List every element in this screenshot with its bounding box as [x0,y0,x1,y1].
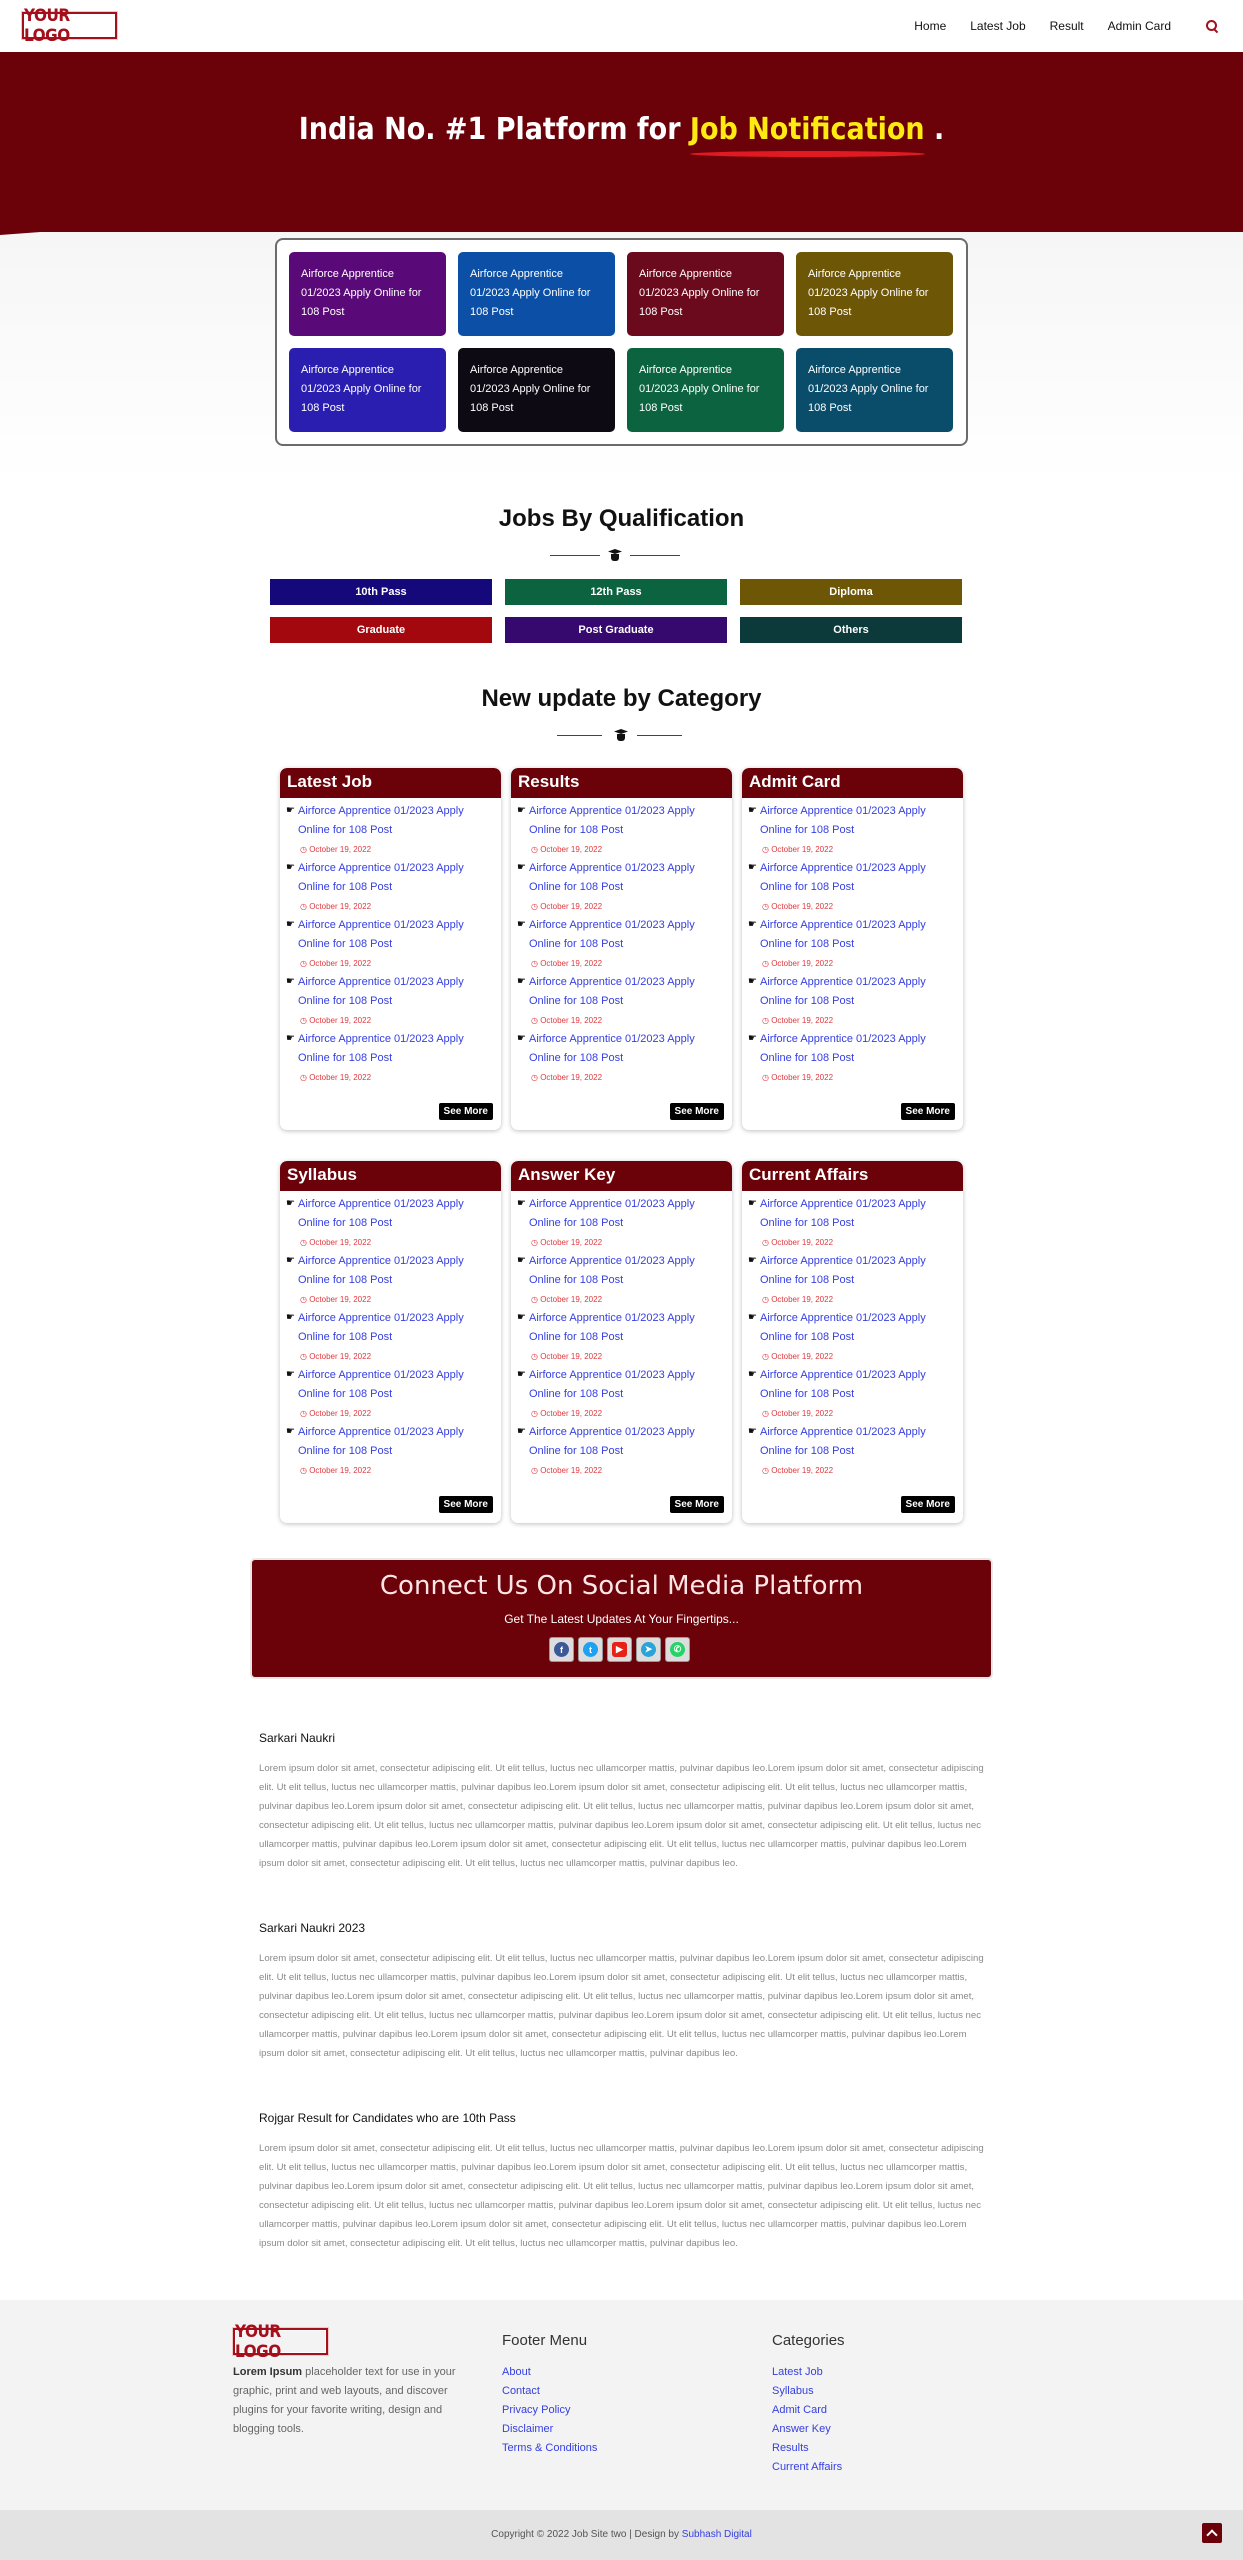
list-item [286,916,495,971]
post-date-text: October 19, 2022 [309,1409,372,1418]
featured-job-text: Airforce Apprentice 01/2023 Apply Online for 108 Post [301,268,422,318]
list-item [748,1030,957,1085]
footer-categories [772,2332,845,2477]
list-item [517,916,726,971]
post-date [760,1464,957,1478]
job-link[interactable]: Airforce Apprentice 01/2023 Apply Online for 108 Post [298,1255,464,1286]
scroll-to-top-button[interactable] [1202,2523,1222,2543]
job-link[interactable]: Airforce Apprentice 01/2023 Apply Online for 108 Post [760,976,926,1007]
hero-title-highlight: Job Notification [689,112,925,147]
nav-latest-job[interactable]: Latest Job [970,19,1026,33]
list-item [748,916,957,971]
job-link[interactable]: Airforce Apprentice 01/2023 Apply Online for 108 Post [760,805,926,836]
post-date [760,900,957,914]
pointing-hand-icon: ☛ [748,919,757,930]
qual-button-10th-pass[interactable]: 10th Pass [270,579,492,605]
graduation-cap-icon [608,549,622,561]
telegram-button[interactable] [636,1637,661,1662]
footer-desc-text: placeholder text for use in your graphic, print and web layouts, and discover plugins for your favorite writing, design and blogging tools. [233,2366,456,2435]
clock-icon: ◷ [300,1466,310,1475]
pointing-hand-icon: ☛ [286,919,295,930]
post-date [298,1350,495,1364]
category-card-title: Latest Job [280,768,501,798]
twitter-icon: t [583,1642,598,1657]
pointing-hand-icon: ☛ [748,1255,757,1266]
list-item [748,802,957,857]
clock-icon: ◷ [531,1016,541,1025]
footer-desc-bold: Lorem Ipsum [233,2366,303,2378]
featured-job-text: Airforce Apprentice 01/2023 Apply Online for 108 Post [301,364,422,414]
clock-icon: ◷ [762,902,772,911]
clock-icon: ◷ [762,1073,772,1082]
clock-icon: ◷ [531,1409,541,1418]
pointing-hand-icon: ☛ [286,1033,295,1044]
clock-icon: ◷ [762,959,772,968]
post-date-text: October 19, 2022 [309,1073,372,1082]
pointing-hand-icon: ☛ [286,1426,295,1437]
post-date [760,1407,957,1421]
footer-menu [502,2332,597,2458]
job-link[interactable]: Airforce Apprentice 01/2023 Apply Online for 108 Post [298,1033,464,1064]
post-date [529,1293,726,1307]
divider-line [630,555,680,556]
facebook-icon: f [554,1642,569,1657]
post-date [298,1464,495,1478]
job-link[interactable]: Airforce Apprentice 01/2023 Apply Online for 108 Post [298,862,464,893]
clock-icon: ◷ [300,1238,310,1247]
clock-icon: ◷ [531,1466,541,1475]
social-media-panel [252,1560,991,1677]
pointing-hand-icon: ☛ [286,1255,295,1266]
divider-line [550,555,600,556]
featured-job-text: Airforce Apprentice 01/2023 Apply Online for 108 Post [470,268,591,318]
list-item [286,1423,495,1478]
footer-categories-title: Categories [772,2332,845,2349]
post-date [529,1236,726,1250]
post-date-text: October 19, 2022 [771,1238,834,1247]
category-list [511,1191,732,1478]
clock-icon: ◷ [762,845,772,854]
qualification-title: Jobs By Qualification [498,505,745,532]
footer-link-contact[interactable]: Contact [502,2385,540,2397]
main-nav [914,0,1219,52]
list-item [517,802,726,857]
twitter-button[interactable] [578,1637,603,1662]
list-item [517,973,726,1028]
list-item [286,1252,495,1307]
featured-job-card[interactable] [627,348,784,432]
divider-line [557,735,602,736]
post-date-text: October 19, 2022 [771,845,834,854]
designer-link[interactable]: Subhash Digital [681,2529,752,2540]
category-list [280,1191,501,1478]
site-header [0,0,1243,52]
job-link[interactable]: Airforce Apprentice 01/2023 Apply Online for 108 Post [760,919,926,950]
see-more-button[interactable]: See More [439,1103,493,1120]
featured-job-text: Airforce Apprentice 01/2023 Apply Online for 108 Post [808,268,929,318]
post-date [298,1071,495,1085]
featured-job-card[interactable] [289,252,446,336]
list-item [517,1423,726,1478]
clock-icon: ◷ [762,1295,772,1304]
article-body: Lorem ipsum dolor sit amet, consectetur adipiscing elit. Ut elit tellus, luctus nec ullamcorper mattis, pulvinar dapibus leo.Lorem ipsum dolor sit amet, consectetur adipiscing elit. Ut elit tellus, luctus nec ullamcorper mattis, pulvinar dapibus leo.Lorem ipsum dolor sit amet, consectetur adipiscing elit. Ut elit tellus, luctus nec ullamcorper mattis, pulvinar dapibus leo.Lorem ipsum dolor sit amet, consectetur adipiscing elit. Ut elit tellus, luctus nec ullamcorper mattis, pulvinar dapibus leo.Lorem ipsum dolor sit amet, consectetur adipiscing elit. Ut elit tellus, luctus nec ullamcorper mattis, pulvinar dapibus leo.Lorem ipsum dolor sit amet, consectetur adipiscing elit. Ut elit tellus, luctus nec ullamcorper mattis, pulvinar dapibus leo.Lorem ipsum dolor sit amet, consectetur adipiscing elit. Ut elit tellus, luctus nec ullamcorper mattis, pulvinar dapibus leo.Lorem ipsum dolor sit amet, consectetur adipiscing elit. Ut elit tellus, luctus nec ullamcorper mattis, pulvinar dapibus leo. [259,1763,984,1869]
clock-icon: ◷ [531,1295,541,1304]
category-list [742,798,963,1085]
post-date [529,900,726,914]
category-card [280,768,501,1130]
clock-icon: ◷ [300,1073,310,1082]
job-link[interactable]: Airforce Apprentice 01/2023 Apply Online for 108 Post [529,1312,695,1343]
telegram-icon: ➤ [641,1642,656,1657]
category-card-title: Answer Key [511,1161,732,1191]
footer-menu-title: Footer Menu [502,2332,588,2349]
post-date [298,900,495,914]
post-date-text: October 19, 2022 [540,1295,603,1304]
job-link[interactable]: Airforce Apprentice 01/2023 Apply Online for 108 Post [529,805,695,836]
post-date-text: October 19, 2022 [540,845,603,854]
clock-icon: ◷ [531,1073,541,1082]
post-date [529,1464,726,1478]
clock-icon: ◷ [762,1352,772,1361]
see-more-button[interactable]: See More [670,1496,724,1513]
whatsapp-icon: ✆ [670,1642,685,1657]
pointing-hand-icon: ☛ [517,862,526,873]
pointing-hand-icon: ☛ [517,1198,526,1209]
article-section [259,1731,989,1873]
post-date-text: October 19, 2022 [540,1016,603,1025]
post-date [760,1350,957,1364]
post-date-text: October 19, 2022 [771,1073,834,1082]
featured-job-card[interactable] [289,348,446,432]
job-link[interactable]: Airforce Apprentice 01/2023 Apply Online for 108 Post [529,1255,695,1286]
category-card [742,768,963,1130]
footer-link-disclaimer[interactable]: Disclaimer [502,2423,554,2435]
list-item [748,1195,957,1250]
list-item [748,1252,957,1307]
pointing-hand-icon: ☛ [748,976,757,987]
see-more-button[interactable]: See More [901,1496,955,1513]
post-date [760,1014,957,1028]
post-date-text: October 19, 2022 [771,1409,834,1418]
post-date [760,957,957,971]
category-card [511,768,732,1130]
social-title: Connect Us On Social Media Platform [379,1571,864,1601]
youtube-button[interactable] [607,1637,632,1662]
job-link[interactable]: Airforce Apprentice 01/2023 Apply Online for 108 Post [760,862,926,893]
list-item [748,1366,957,1421]
footer-description [233,2363,473,2439]
job-link[interactable]: Airforce Apprentice 01/2023 Apply Online for 108 Post [760,1198,926,1229]
post-date-text: October 19, 2022 [771,1016,834,1025]
clock-icon: ◷ [300,1016,310,1025]
article-body: Lorem ipsum dolor sit amet, consectetur adipiscing elit. Ut elit tellus, luctus nec ullamcorper mattis, pulvinar dapibus leo.Lorem ipsum dolor sit amet, consectetur adipiscing elit. Ut elit tellus, luctus nec ullamcorper mattis, pulvinar dapibus leo.Lorem ipsum dolor sit amet, consectetur adipiscing elit. Ut elit tellus, luctus nec ullamcorper mattis, pulvinar dapibus leo.Lorem ipsum dolor sit amet, consectetur adipiscing elit. Ut elit tellus, luctus nec ullamcorper mattis, pulvinar dapibus leo.Lorem ipsum dolor sit amet, consectetur adipiscing elit. Ut elit tellus, luctus nec ullamcorper mattis, pulvinar dapibus leo.Lorem ipsum dolor sit amet, consectetur adipiscing elit. Ut elit tellus, luctus nec ullamcorper mattis, pulvinar dapibus leo.Lorem ipsum dolor sit amet, consectetur adipiscing elit. Ut elit tellus, luctus nec ullamcorper mattis, pulvinar dapibus leo.Lorem ipsum dolor sit amet, consectetur adipiscing elit. Ut elit tellus, luctus nec ullamcorper mattis, pulvinar dapibus leo. [259,2143,984,2249]
pointing-hand-icon: ☛ [748,1369,757,1380]
category-card-title: Admit Card [742,768,963,798]
list-item [517,1030,726,1085]
post-date [298,1014,495,1028]
category-card-title: Syllabus [280,1161,501,1191]
clock-icon: ◷ [300,1352,310,1361]
job-link[interactable]: Airforce Apprentice 01/2023 Apply Online for 108 Post [298,1426,464,1457]
site-logo[interactable]: YOUR LOGO [22,12,117,39]
featured-jobs-box [275,238,968,446]
footer-logo[interactable]: YOUR LOGO [233,2328,328,2355]
job-link[interactable]: Airforce Apprentice 01/2023 Apply Online for 108 Post [760,1426,926,1457]
pointing-hand-icon: ☛ [517,1255,526,1266]
qual-button-diploma[interactable]: Diploma [740,579,962,605]
post-date-text: October 19, 2022 [309,1238,372,1247]
pointing-hand-icon: ☛ [748,862,757,873]
qual-button-graduate[interactable]: Graduate [270,617,492,643]
post-date-text: October 19, 2022 [309,902,372,911]
list-item [286,859,495,914]
post-date [298,1293,495,1307]
search-icon[interactable] [1205,19,1219,33]
category-list [511,798,732,1085]
featured-job-text: Airforce Apprentice 01/2023 Apply Online for 108 Post [470,364,591,414]
footer-link-terms[interactable]: Terms & Conditions [502,2442,598,2454]
post-date-text: October 19, 2022 [309,1466,372,1475]
job-link[interactable]: Airforce Apprentice 01/2023 Apply Online for 108 Post [529,919,695,950]
job-link[interactable]: Airforce Apprentice 01/2023 Apply Online for 108 Post [760,1312,926,1343]
job-link[interactable]: Airforce Apprentice 01/2023 Apply Online for 108 Post [298,1312,464,1343]
post-date [760,843,957,857]
nav-home[interactable]: Home [914,19,947,33]
facebook-button[interactable] [549,1637,574,1662]
nav-admin-card[interactable]: Admin Card [1107,19,1171,33]
hero-title [0,112,1243,147]
article-section [259,1921,989,2063]
youtube-icon: ▶ [612,1642,627,1657]
list-item [748,1309,957,1364]
featured-job-card[interactable] [627,252,784,336]
qual-button-others[interactable]: Others [740,617,962,643]
pointing-hand-icon: ☛ [517,1033,526,1044]
list-item [517,1366,726,1421]
clock-icon: ◷ [300,959,310,968]
featured-job-text: Airforce Apprentice 01/2023 Apply Online for 108 Post [808,364,929,414]
category-card-title: Current Affairs [742,1161,963,1191]
footer-cat-current-affairs[interactable]: Current Affairs [772,2461,843,2473]
post-date [760,1293,957,1307]
list-item [517,1309,726,1364]
footer-about [233,2321,473,2439]
category-title: New update by Category [481,685,762,712]
article-section [259,2111,989,2253]
list-item [517,859,726,914]
list-item [286,1030,495,1085]
footer-cat-results[interactable]: Results [772,2442,809,2454]
clock-icon: ◷ [762,1016,772,1025]
job-link[interactable]: Airforce Apprentice 01/2023 Apply Online for 108 Post [529,1426,695,1457]
featured-job-card[interactable] [458,252,615,336]
post-date-text: October 19, 2022 [771,1466,834,1475]
footer-link-about[interactable]: About [502,2366,531,2378]
clock-icon: ◷ [762,1238,772,1247]
post-date-text: October 19, 2022 [309,1295,372,1304]
footer-cat-admit-card[interactable]: Admit Card [772,2404,828,2416]
site-footer [0,2300,1243,2510]
list-item [286,1309,495,1364]
pointing-hand-icon: ☛ [517,805,526,816]
pointing-hand-icon: ☛ [286,1369,295,1380]
post-date [760,1071,957,1085]
list-item [748,1423,957,1478]
article-body: Lorem ipsum dolor sit amet, consectetur adipiscing elit. Ut elit tellus, luctus nec ullamcorper mattis, pulvinar dapibus leo.Lorem ipsum dolor sit amet, consectetur adipiscing elit. Ut elit tellus, luctus nec ullamcorper mattis, pulvinar dapibus leo.Lorem ipsum dolor sit amet, consectetur adipiscing elit. Ut elit tellus, luctus nec ullamcorper mattis, pulvinar dapibus leo.Lorem ipsum dolor sit amet, consectetur adipiscing elit. Ut elit tellus, luctus nec ullamcorper mattis, pulvinar dapibus leo.Lorem ipsum dolor sit amet, consectetur adipiscing elit. Ut elit tellus, luctus nec ullamcorper mattis, pulvinar dapibus leo.Lorem ipsum dolor sit amet, consectetur adipiscing elit. Ut elit tellus, luctus nec ullamcorper mattis, pulvinar dapibus leo.Lorem ipsum dolor sit amet, consectetur adipiscing elit. Ut elit tellus, luctus nec ullamcorper mattis, pulvinar dapibus leo.Lorem ipsum dolor sit amet, consectetur adipiscing elit. Ut elit tellus, luctus nec ullamcorper mattis, pulvinar dapibus leo. [259,1953,984,2059]
clock-icon: ◷ [762,1409,772,1418]
pointing-hand-icon: ☛ [748,805,757,816]
job-link[interactable]: Airforce Apprentice 01/2023 Apply Online for 108 Post [529,976,695,1007]
nav-result[interactable]: Result [1049,19,1084,33]
clock-icon: ◷ [531,1238,541,1247]
copyright-bar [0,2510,1243,2560]
post-date-text: October 19, 2022 [771,1352,834,1361]
article-title: Sarkari Naukri [259,1731,336,1745]
post-date-text: October 19, 2022 [771,1295,834,1304]
post-date [298,1407,495,1421]
pointing-hand-icon: ☛ [748,1198,757,1209]
post-date-text: October 19, 2022 [771,959,834,968]
job-link[interactable]: Airforce Apprentice 01/2023 Apply Online for 108 Post [760,1369,926,1400]
featured-job-card[interactable] [458,348,615,432]
pointing-hand-icon: ☛ [748,1426,757,1437]
clock-icon: ◷ [762,1466,772,1475]
hero-title-suffix: . [934,112,945,147]
job-link[interactable]: Airforce Apprentice 01/2023 Apply Online for 108 Post [529,1033,695,1064]
post-date-text: October 19, 2022 [309,1352,372,1361]
list-item [517,1195,726,1250]
qual-button-12th-pass[interactable]: 12th Pass [505,579,727,605]
job-link[interactable]: Airforce Apprentice 01/2023 Apply Online for 108 Post [529,862,695,893]
whatsapp-button[interactable] [665,1637,690,1662]
see-more-button[interactable]: See More [670,1103,724,1120]
post-date-text: October 19, 2022 [309,1016,372,1025]
post-date [529,957,726,971]
see-more-button[interactable]: See More [901,1103,955,1120]
clock-icon: ◷ [300,902,310,911]
pointing-hand-icon: ☛ [517,1312,526,1323]
job-link[interactable]: Airforce Apprentice 01/2023 Apply Online for 108 Post [529,1369,695,1400]
list-item [748,973,957,1028]
pointing-hand-icon: ☛ [286,862,295,873]
job-link[interactable]: Airforce Apprentice 01/2023 Apply Online for 108 Post [760,1033,926,1064]
post-date-text: October 19, 2022 [540,959,603,968]
post-date [760,1236,957,1250]
featured-job-text: Airforce Apprentice 01/2023 Apply Online for 108 Post [639,364,760,414]
post-date [529,1071,726,1085]
clock-icon: ◷ [300,1409,310,1418]
qual-button-post-graduate[interactable]: Post Graduate [505,617,727,643]
job-link[interactable]: Airforce Apprentice 01/2023 Apply Online for 108 Post [298,1369,464,1400]
job-link[interactable]: Airforce Apprentice 01/2023 Apply Online for 108 Post [298,805,464,836]
featured-job-card[interactable] [796,348,953,432]
category-list [742,1191,963,1478]
list-item [286,973,495,1028]
clock-icon: ◷ [300,845,310,854]
post-date-text: October 19, 2022 [540,902,603,911]
pointing-hand-icon: ☛ [286,976,295,987]
clock-icon: ◷ [531,959,541,968]
hero-title-prefix: India No. #1 Platform for [298,112,681,147]
pointing-hand-icon: ☛ [286,805,295,816]
post-date [298,1236,495,1250]
post-date-text: October 19, 2022 [540,1352,603,1361]
post-date [298,843,495,857]
job-link[interactable]: Airforce Apprentice 01/2023 Apply Online for 108 Post [298,1198,464,1229]
post-date [529,843,726,857]
clock-icon: ◷ [531,902,541,911]
post-date-text: October 19, 2022 [771,902,834,911]
job-link[interactable]: Airforce Apprentice 01/2023 Apply Online for 108 Post [760,1255,926,1286]
footer-cat-syllabus[interactable]: Syllabus [772,2385,814,2397]
post-date [529,1350,726,1364]
post-date-text: October 19, 2022 [540,1073,603,1082]
pointing-hand-icon: ☛ [517,1426,526,1437]
post-date [298,957,495,971]
category-card-title: Results [511,768,732,798]
footer-cat-latest-job[interactable]: Latest Job [772,2366,823,2378]
post-date [529,1407,726,1421]
job-link[interactable]: Airforce Apprentice 01/2023 Apply Online for 108 Post [298,976,464,1007]
post-date-text: October 19, 2022 [540,1466,603,1475]
list-item [286,1195,495,1250]
job-link[interactable]: Airforce Apprentice 01/2023 Apply Online for 108 Post [529,1198,695,1229]
clock-icon: ◷ [531,845,541,854]
post-date-text: October 19, 2022 [540,1238,603,1247]
clock-icon: ◷ [300,1295,310,1304]
pointing-hand-icon: ☛ [748,1033,757,1044]
clock-icon: ◷ [531,1352,541,1361]
category-card [280,1161,501,1523]
pointing-hand-icon: ☛ [517,1369,526,1380]
post-date-text: October 19, 2022 [309,845,372,854]
category-card [742,1161,963,1523]
pointing-hand-icon: ☛ [286,1198,295,1209]
category-list [280,798,501,1085]
divider-line [637,735,682,736]
post-date-text: October 19, 2022 [540,1409,603,1418]
article-title: Rojgar Result for Candidates who are 10th Pass [259,2111,516,2125]
list-item [286,1366,495,1421]
featured-job-text: Airforce Apprentice 01/2023 Apply Online for 108 Post [639,268,760,318]
social-subtitle: Get The Latest Updates At Your Fingertips... [504,1612,739,1626]
pointing-hand-icon: ☛ [517,919,526,930]
pointing-hand-icon: ☛ [286,1312,295,1323]
footer-cat-answer-key[interactable]: Answer Key [772,2423,831,2435]
job-link[interactable]: Airforce Apprentice 01/2023 Apply Online for 108 Post [298,919,464,950]
graduation-cap-icon [614,729,628,741]
pointing-hand-icon: ☛ [748,1312,757,1323]
list-item [748,859,957,914]
list-item [517,1252,726,1307]
list-item [286,802,495,857]
copyright-text: Copyright © 2022 Job Site two | Design by [491,2529,679,2540]
featured-job-card[interactable] [796,252,953,336]
category-card [511,1161,732,1523]
footer-link-privacy-policy[interactable]: Privacy Policy [502,2404,571,2416]
post-date [529,1014,726,1028]
social-icons [549,1637,690,1662]
pointing-hand-icon: ☛ [517,976,526,987]
article-title: Sarkari Naukri 2023 [259,1921,366,1935]
see-more-button[interactable]: See More [439,1496,493,1513]
post-date-text: October 19, 2022 [309,959,372,968]
